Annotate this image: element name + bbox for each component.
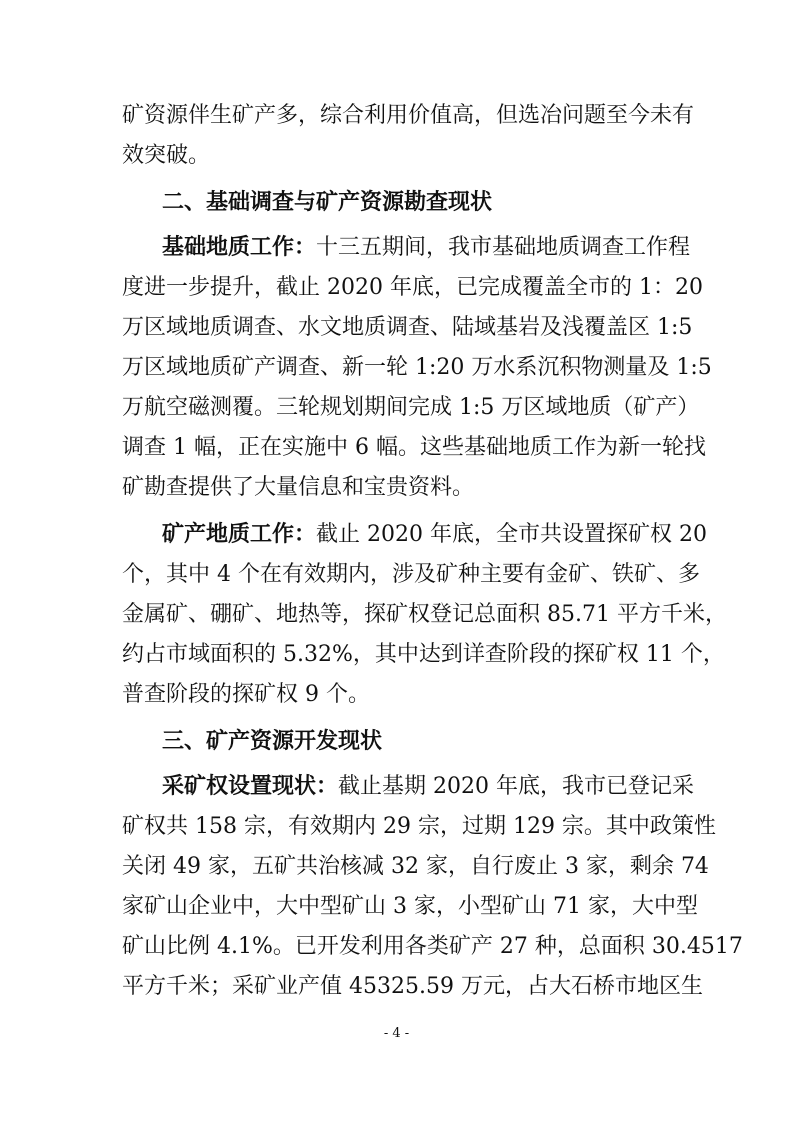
mining-rights-line-6: 平方千米；采矿业产值 45325.59 万元，占大石桥市地区生 xyxy=(122,974,703,999)
basic-geology-line-6: 调查 1 幅，正在实施中 6 幅。这些基础地质工作为新一轮找 xyxy=(122,435,706,460)
section-3-heading: 三、矿产资源开发现状 xyxy=(162,729,383,754)
mining-rights-line-5: 矿山比例 4.1%。已开发利用各类矿产 27 种，总面积 30.4517 xyxy=(122,934,743,959)
intro-line-1: 矿资源伴生矿产多，综合利用价值高，但选冶问题至今未有 xyxy=(122,103,695,128)
basic-geology-line-5: 万航空磁测覆。三轮规划期间完成 1:5 万区域地质（矿产） xyxy=(122,395,700,420)
basic-geology-lead: 基础地质工作： xyxy=(162,235,317,260)
basic-geology-line-3: 万区域地质调查、水文地质调查、陆域基岩及浅覆盖区 1:5 xyxy=(122,315,693,340)
section-2-heading: 二、基础调查与矿产资源勘查现状 xyxy=(162,190,493,215)
mineral-geology-line-5: 普查阶段的探矿权 9 个。 xyxy=(122,682,370,707)
mining-rights-text-1: 截止基期 2020 年底，我市已登记采 xyxy=(338,774,694,799)
mineral-geology-line-1 xyxy=(162,515,707,555)
page-number: - 4 - xyxy=(383,1026,410,1041)
mining-rights-line-3: 关闭 49 家，五矿共治核减 32 家，自行废止 3 家，剩余 74 xyxy=(122,854,709,879)
mineral-geology-line-4: 约占市域面积的 5.32%，其中达到详查阶段的探矿权 11 个， xyxy=(122,642,725,667)
mineral-geology-line-3: 金属矿、硼矿、地热等，探矿权登记总面积 85.71 平方千米， xyxy=(122,602,727,627)
basic-geology-line-2: 度进一步提升，截止 2020 年底，已完成覆盖全市的 1：20 xyxy=(122,275,703,300)
basic-geology-line-4: 万区域地质矿产调查、新一轮 1:20 万水系沉积物测量及 1:5 xyxy=(122,355,712,380)
mining-rights-line-2: 矿权共 158 宗，有效期内 29 宗，过期 129 宗。其中政策性 xyxy=(122,814,716,839)
mining-rights-line-4: 家矿山企业中，大中型矿山 3 家，小型矿山 71 家，大中型 xyxy=(122,894,698,919)
mineral-geology-lead: 矿产地质工作： xyxy=(162,522,317,547)
basic-geology-line-7: 矿勘查提供了大量信息和宝贵资料。 xyxy=(122,475,475,500)
mining-rights-line-1 xyxy=(162,767,694,807)
intro-line-2: 效突破。 xyxy=(122,143,211,168)
mining-rights-lead: 采矿权设置现状： xyxy=(162,774,339,799)
basic-geology-text-1: 十三五期间，我市基础地质调查工作程 xyxy=(316,235,691,260)
basic-geology-line-1 xyxy=(162,228,691,268)
mineral-geology-text-1: 截止 2020 年底，全市共设置探矿权 20 xyxy=(316,522,707,547)
mineral-geology-line-2: 个，其中 4 个在有效期内，涉及矿种主要有金矿、铁矿、多 xyxy=(122,562,700,587)
